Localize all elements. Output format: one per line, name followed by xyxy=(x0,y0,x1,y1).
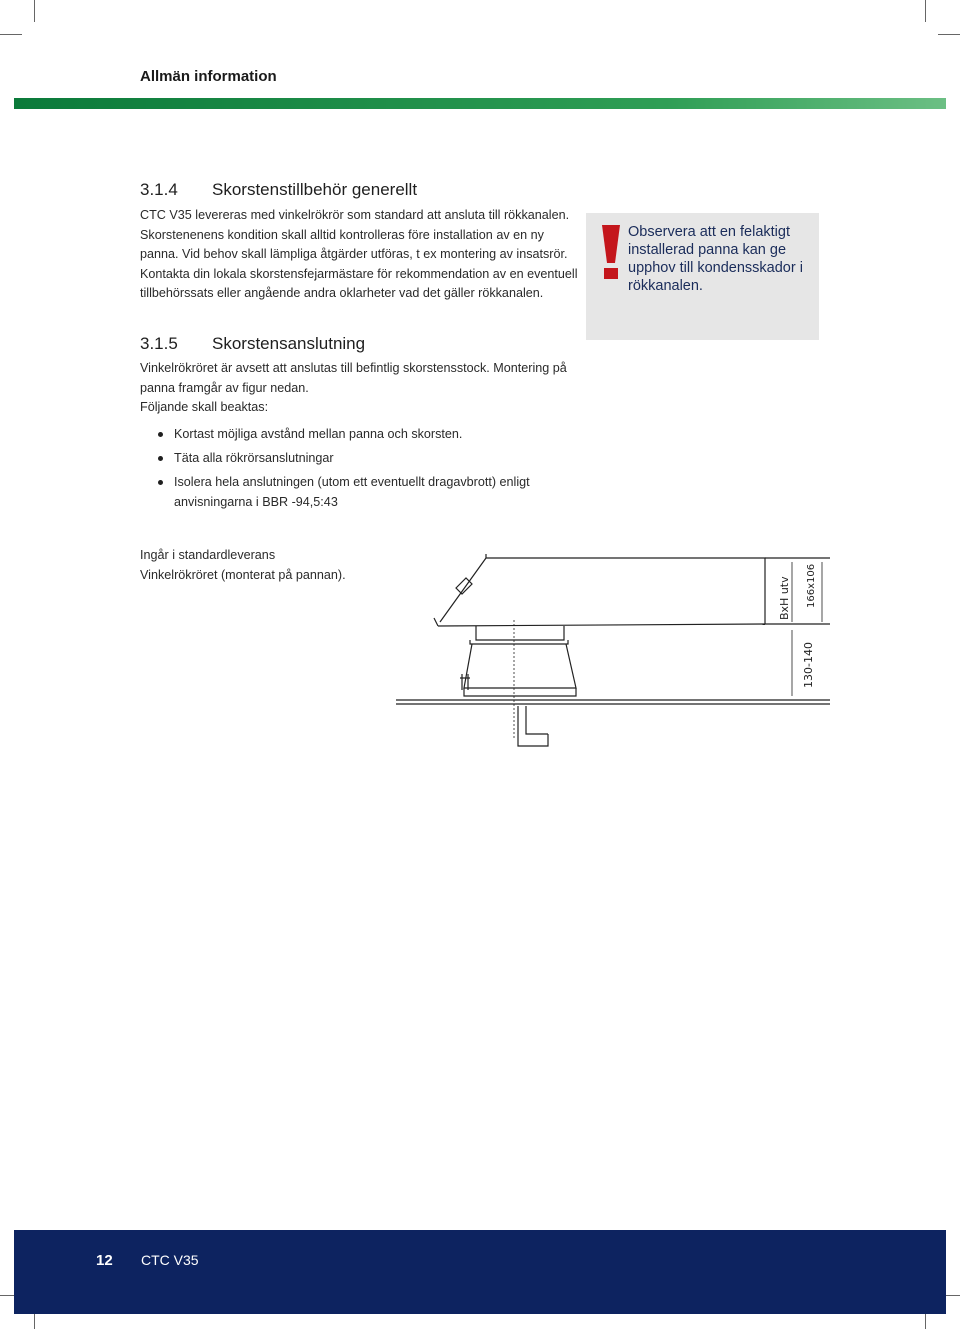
warning-text: Observera att en felaktigt installerad panna kan ge upphov till kondensskador i rökkanalen. xyxy=(628,224,803,294)
section-number: 3.1.4 xyxy=(140,180,178,199)
section-heading-315 xyxy=(140,334,365,354)
section-number: 3.1.5 xyxy=(140,334,178,353)
section-315-paragraph-1: Vinkelrökröret är avsett att anslutas till befintlig skorstensstock. Montering på panna framgår av figur nedan. xyxy=(140,361,567,395)
section-315-paragraph-2: Följande skall beaktas: xyxy=(140,400,269,414)
list-item: Isolera hela anslutningen (utom ett eventuellt dragavbrott) enligt anvisningarna i BBR -94,5:43 xyxy=(140,473,585,512)
crop-mark xyxy=(0,34,22,35)
caption-line-1: Ingår i standardleverans xyxy=(140,548,276,562)
exclamation-icon xyxy=(598,223,624,283)
section-314-paragraph: CTC V35 levereras med vinkelrökrör som standard att ansluta till rökkanalen. Skorstenenens kondition skall alltid kontrolleras före installation av en ny panna. Vid behov skall lämpliga åtgärder utföras, t ex montering av insatsrör. Kontakta din lokala skorstensfejarmästare för rekommendation av en eventuell tillbehörssats eller angående andra oklarheter vad det gäller rökkanalen. xyxy=(140,208,578,300)
warning-box xyxy=(586,213,819,340)
flue-pipe-drawing xyxy=(390,548,830,748)
page-footer xyxy=(14,1230,946,1314)
dimension-label-size: 166x106 xyxy=(806,563,817,608)
section-title: Skorstensanslutning xyxy=(212,334,366,353)
section-315-body xyxy=(140,359,585,418)
crop-mark xyxy=(925,0,926,22)
header-green-bar xyxy=(14,98,946,109)
section-title: Skorstenstillbehör generellt xyxy=(212,180,418,199)
page-header-title: Allmän information xyxy=(140,68,277,85)
bullet-list xyxy=(140,425,585,517)
dimension-label-bxh: BxH utv xyxy=(778,576,791,620)
list-item: Kortast möjliga avstånd mellan panna och skorsten. xyxy=(140,425,585,445)
figure-caption xyxy=(140,546,346,585)
list-item: Täta alla rökrörsanslutningar xyxy=(140,449,585,469)
dimension-label-height: 130-140 xyxy=(802,642,815,688)
section-heading-314 xyxy=(140,180,417,200)
page-number: 12 xyxy=(96,1252,113,1269)
section-314-body xyxy=(140,206,585,304)
caption-line-2: Vinkelrökröret (monterat på pannan). xyxy=(140,567,346,582)
crop-mark xyxy=(938,34,960,35)
product-name: CTC V35 xyxy=(141,1252,199,1268)
crop-mark xyxy=(34,0,35,22)
